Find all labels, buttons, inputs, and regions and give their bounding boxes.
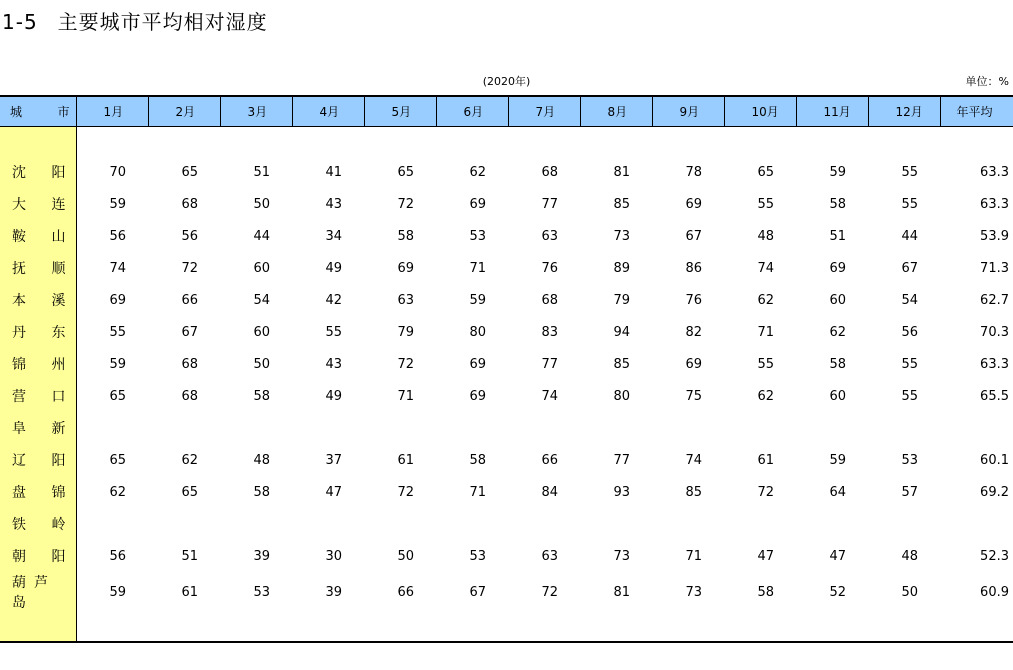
- city-name: 朝 阳: [0, 540, 76, 572]
- month-value: 80: [469, 324, 486, 340]
- month-value: 74: [541, 388, 558, 404]
- table-row: [0, 508, 1013, 540]
- month-value: [364, 412, 436, 444]
- month-value: 44: [253, 228, 270, 244]
- annual-average: 53.9: [980, 228, 1009, 244]
- annual-average: 69.2: [980, 484, 1009, 500]
- month-value: 48: [253, 452, 270, 468]
- month-value: 86: [685, 260, 702, 276]
- month-value: 68: [181, 388, 198, 404]
- annual-average: [940, 508, 1013, 540]
- month-value: [724, 412, 796, 444]
- month-value: [508, 412, 580, 444]
- month-header: 12月: [868, 96, 940, 126]
- month-value: 65: [109, 388, 126, 404]
- month-value: 50: [253, 196, 270, 212]
- month-value: 77: [541, 196, 558, 212]
- spacer-row: [0, 126, 1013, 156]
- month-value: [868, 412, 940, 444]
- month-value: 51: [181, 548, 198, 564]
- month-value: 51: [829, 228, 846, 244]
- table-row: [0, 188, 1013, 220]
- month-value: [796, 412, 868, 444]
- month-value: 61: [397, 452, 414, 468]
- month-value: 55: [325, 324, 342, 340]
- month-value: 85: [685, 484, 702, 500]
- month-value: 44: [901, 228, 918, 244]
- month-value: 72: [181, 260, 198, 276]
- annual-average: 63.3: [980, 164, 1009, 180]
- month-value: 62: [469, 164, 486, 180]
- month-value: [292, 412, 364, 444]
- month-value: [796, 508, 868, 540]
- month-value: 84: [541, 484, 558, 500]
- month-value: 69: [829, 260, 846, 276]
- city-name: 抚 顺: [0, 252, 76, 284]
- annual-average: [940, 412, 1013, 444]
- month-header: 7月: [508, 96, 580, 126]
- annual-average: 60.1: [980, 452, 1009, 468]
- month-value: 55: [757, 356, 774, 372]
- month-value: 55: [109, 324, 126, 340]
- month-value: 72: [757, 484, 774, 500]
- month-value: 57: [901, 484, 918, 500]
- month-value: 59: [829, 452, 846, 468]
- month-value: 72: [541, 584, 558, 600]
- month-value: 69: [469, 388, 486, 404]
- annual-average: 63.3: [980, 356, 1009, 372]
- month-value: 54: [901, 292, 918, 308]
- month-value: 68: [541, 164, 558, 180]
- month-value: 63: [541, 228, 558, 244]
- month-value: 53: [469, 548, 486, 564]
- month-value: 71: [469, 484, 486, 500]
- table-row: [0, 284, 1013, 316]
- table-body: [0, 126, 1013, 642]
- month-value: [76, 508, 148, 540]
- month-value: 62: [829, 324, 846, 340]
- month-value: 42: [325, 292, 342, 308]
- table-row: [0, 572, 1013, 612]
- month-value: 30: [325, 548, 342, 564]
- month-value: 47: [829, 548, 846, 564]
- month-value: 62: [757, 388, 774, 404]
- month-header: 4月: [292, 96, 364, 126]
- city-name: 鞍 山: [0, 220, 76, 252]
- month-value: 71: [469, 260, 486, 276]
- month-value: 43: [325, 356, 342, 372]
- month-value: 60: [253, 260, 270, 276]
- month-value: 70: [109, 164, 126, 180]
- month-value: 71: [685, 548, 702, 564]
- annual-average: 52.3: [980, 548, 1009, 564]
- month-value: 79: [613, 292, 630, 308]
- table-row: [0, 380, 1013, 412]
- month-value: [436, 508, 508, 540]
- month-value: 41: [325, 164, 342, 180]
- month-value: 34: [325, 228, 342, 244]
- month-value: [220, 412, 292, 444]
- month-value: 76: [541, 260, 558, 276]
- month-value: 59: [829, 164, 846, 180]
- month-value: 48: [757, 228, 774, 244]
- month-header: 6月: [436, 96, 508, 126]
- table-number: 1-5: [2, 10, 38, 34]
- month-header: 1月: [76, 96, 148, 126]
- month-value: 69: [685, 356, 702, 372]
- month-value: 81: [613, 164, 630, 180]
- header-row: [0, 96, 1013, 126]
- month-value: [580, 412, 652, 444]
- month-value: 74: [757, 260, 774, 276]
- month-value: 66: [397, 584, 414, 600]
- annual-average: 63.3: [980, 196, 1009, 212]
- month-value: 60: [829, 388, 846, 404]
- month-value: 59: [109, 356, 126, 372]
- month-value: 74: [685, 452, 702, 468]
- month-value: 71: [397, 388, 414, 404]
- city-name: 葫 芦岛: [0, 572, 76, 612]
- month-value: 72: [397, 484, 414, 500]
- month-value: 68: [541, 292, 558, 308]
- month-value: [364, 508, 436, 540]
- month-value: 85: [613, 356, 630, 372]
- month-value: [580, 508, 652, 540]
- month-value: [76, 412, 148, 444]
- month-value: 61: [757, 452, 774, 468]
- month-value: 56: [181, 228, 198, 244]
- month-value: 37: [325, 452, 342, 468]
- month-value: 68: [181, 196, 198, 212]
- month-value: 39: [325, 584, 342, 600]
- month-header: 5月: [364, 96, 436, 126]
- month-value: 56: [109, 548, 126, 564]
- month-header: 9月: [652, 96, 724, 126]
- month-value: 74: [109, 260, 126, 276]
- city-name: 大 连: [0, 188, 76, 220]
- table-row: [0, 156, 1013, 188]
- month-value: 85: [613, 196, 630, 212]
- month-value: 72: [397, 196, 414, 212]
- month-value: 65: [757, 164, 774, 180]
- month-value: 89: [613, 260, 630, 276]
- month-value: 58: [253, 484, 270, 500]
- table-row: [0, 444, 1013, 476]
- month-value: 69: [469, 196, 486, 212]
- city-name: 辽 阳: [0, 444, 76, 476]
- average-header: 年平均: [940, 96, 1013, 126]
- month-value: 67: [181, 324, 198, 340]
- month-value: 73: [613, 548, 630, 564]
- month-value: 47: [325, 484, 342, 500]
- month-value: 63: [541, 548, 558, 564]
- month-header: 2月: [148, 96, 220, 126]
- month-value: 60: [829, 292, 846, 308]
- month-value: 77: [541, 356, 558, 372]
- month-value: 73: [613, 228, 630, 244]
- annual-average: 65.5: [980, 388, 1009, 404]
- month-value: 49: [325, 388, 342, 404]
- month-value: 75: [685, 388, 702, 404]
- month-value: 49: [325, 260, 342, 276]
- table-row: [0, 412, 1013, 444]
- month-value: 51: [253, 164, 270, 180]
- month-value: 62: [757, 292, 774, 308]
- month-value: 58: [253, 388, 270, 404]
- month-value: 55: [901, 196, 918, 212]
- month-value: 65: [109, 452, 126, 468]
- month-value: [148, 412, 220, 444]
- month-value: 50: [901, 584, 918, 600]
- city-name: 阜 新: [0, 412, 76, 444]
- month-header: 11月: [796, 96, 868, 126]
- month-value: 50: [397, 548, 414, 564]
- table-row: [0, 316, 1013, 348]
- month-value: 43: [325, 196, 342, 212]
- month-value: 53: [901, 452, 918, 468]
- month-value: 80: [613, 388, 630, 404]
- city-name: 锦 州: [0, 348, 76, 380]
- month-value: 58: [757, 584, 774, 600]
- month-value: 59: [109, 196, 126, 212]
- month-value: 68: [181, 356, 198, 372]
- city-header: 城 市: [0, 96, 76, 126]
- month-header: 3月: [220, 96, 292, 126]
- month-value: 64: [829, 484, 846, 500]
- month-value: 78: [685, 164, 702, 180]
- month-value: 69: [109, 292, 126, 308]
- city-name: 本 溪: [0, 284, 76, 316]
- month-value: [148, 508, 220, 540]
- month-value: 71: [757, 324, 774, 340]
- month-value: 55: [901, 388, 918, 404]
- spacer-row: [0, 612, 1013, 642]
- month-value: 77: [613, 452, 630, 468]
- month-value: 56: [109, 228, 126, 244]
- month-value: 69: [685, 196, 702, 212]
- city-name: 营 口: [0, 380, 76, 412]
- table-row: [0, 252, 1013, 284]
- month-value: 52: [829, 584, 846, 600]
- month-value: 65: [397, 164, 414, 180]
- month-value: [724, 508, 796, 540]
- year-note: (2020年): [482, 75, 531, 88]
- month-value: 81: [613, 584, 630, 600]
- month-value: 82: [685, 324, 702, 340]
- month-value: 50: [253, 356, 270, 372]
- month-value: 56: [901, 324, 918, 340]
- month-value: 79: [397, 324, 414, 340]
- month-value: 69: [397, 260, 414, 276]
- table-row: [0, 476, 1013, 508]
- month-value: [508, 508, 580, 540]
- month-value: 67: [685, 228, 702, 244]
- month-value: 55: [757, 196, 774, 212]
- month-value: 58: [829, 356, 846, 372]
- month-value: 93: [613, 484, 630, 500]
- month-value: 67: [901, 260, 918, 276]
- month-value: 58: [397, 228, 414, 244]
- table-row: [0, 348, 1013, 380]
- city-name: 沈 阳: [0, 156, 76, 188]
- month-value: [868, 508, 940, 540]
- month-value: 76: [685, 292, 702, 308]
- month-value: 60: [253, 324, 270, 340]
- humidity-table: [0, 95, 1013, 643]
- month-value: [292, 508, 364, 540]
- month-value: 72: [397, 356, 414, 372]
- month-value: 73: [685, 584, 702, 600]
- month-value: 66: [181, 292, 198, 308]
- city-name: 铁 岭: [0, 508, 76, 540]
- month-header: 8月: [580, 96, 652, 126]
- month-value: 48: [901, 548, 918, 564]
- month-value: 47: [757, 548, 774, 564]
- month-value: 66: [541, 452, 558, 468]
- month-value: [652, 412, 724, 444]
- month-value: 55: [901, 356, 918, 372]
- month-value: 54: [253, 292, 270, 308]
- table-title: 主要城市平均相对湿度: [57, 10, 268, 34]
- month-value: 83: [541, 324, 558, 340]
- table-row: [0, 220, 1013, 252]
- month-header: 10月: [724, 96, 796, 126]
- month-value: 53: [469, 228, 486, 244]
- month-value: 67: [469, 584, 486, 600]
- page-title: [2, 6, 268, 35]
- month-value: 59: [109, 584, 126, 600]
- table-row: [0, 540, 1013, 572]
- month-value: 53: [253, 584, 270, 600]
- month-value: 61: [181, 584, 198, 600]
- month-value: 59: [469, 292, 486, 308]
- month-value: [436, 412, 508, 444]
- month-value: [652, 508, 724, 540]
- city-name: 盘 锦: [0, 476, 76, 508]
- month-value: 69: [469, 356, 486, 372]
- month-value: 65: [181, 484, 198, 500]
- month-value: 63: [397, 292, 414, 308]
- annual-average: 62.7: [980, 292, 1009, 308]
- month-value: 62: [109, 484, 126, 500]
- month-value: 55: [901, 164, 918, 180]
- month-value: 62: [181, 452, 198, 468]
- city-name: 丹 东: [0, 316, 76, 348]
- month-value: 58: [829, 196, 846, 212]
- month-value: [220, 508, 292, 540]
- month-value: 58: [469, 452, 486, 468]
- month-value: 39: [253, 548, 270, 564]
- month-value: 94: [613, 324, 630, 340]
- annual-average: 60.9: [980, 584, 1009, 600]
- month-value: 65: [181, 164, 198, 180]
- unit-note: 单位：%: [965, 75, 1009, 88]
- annual-average: 71.3: [980, 260, 1009, 276]
- annual-average: 70.3: [980, 324, 1009, 340]
